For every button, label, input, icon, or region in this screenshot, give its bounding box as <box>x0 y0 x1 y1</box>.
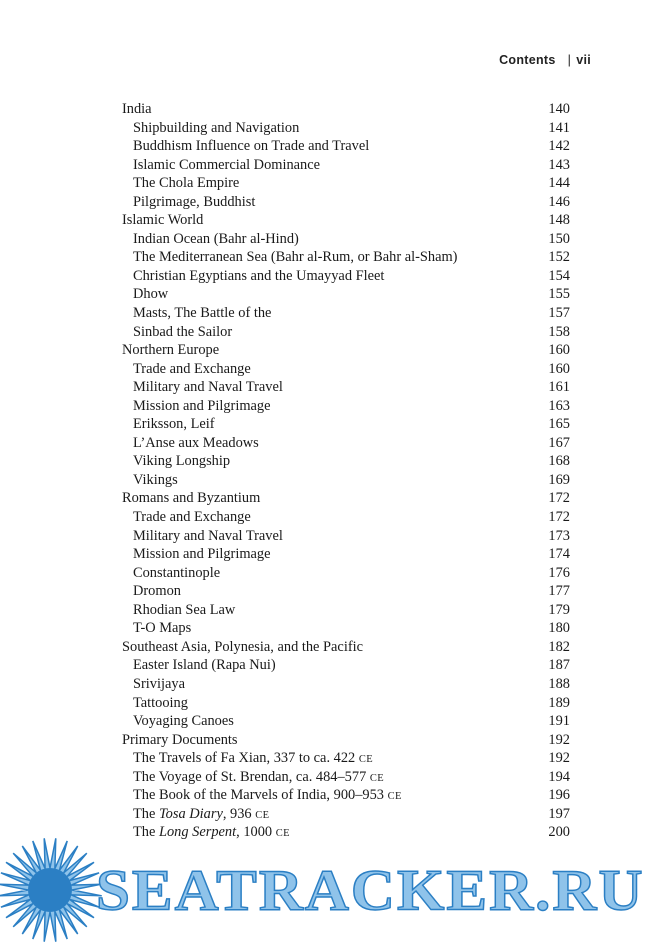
toc-entry-title: Military and Naval Travel <box>133 527 283 544</box>
toc-entry-title: Primary Documents <box>122 731 238 748</box>
toc-entry-title: Sinbad the Sailor <box>133 323 233 340</box>
toc-entry-title: Dromon <box>133 583 181 600</box>
toc-entry-title <box>122 805 269 826</box>
toc-entry <box>122 675 570 694</box>
toc-entry-title: Romans and Byzantium <box>122 490 261 507</box>
toc-entry-title: T-O Maps <box>133 620 192 637</box>
toc-entry <box>122 378 570 397</box>
toc-entry-title: Srivijaya <box>133 675 185 692</box>
toc-entry-title: Christian Egyptians and the Umayyad Fleet <box>133 267 385 284</box>
toc-entry <box>122 508 570 527</box>
toc-entry <box>122 434 570 453</box>
toc-entry-title: Eriksson, Leif <box>133 416 215 433</box>
toc-page-number: 174 <box>548 546 570 563</box>
toc-page-number: 173 <box>548 527 570 544</box>
toc-entry-title: Mission and Pilgrimage <box>133 397 271 414</box>
toc-page-number: 197 <box>548 805 570 822</box>
toc-entry-title: Voyaging Canoes <box>133 713 234 730</box>
toc-entry-title: Masts, The Battle of the <box>133 305 272 322</box>
toc-page-number: 191 <box>548 713 570 730</box>
toc-entry <box>122 285 570 304</box>
toc-page-number: 168 <box>548 453 570 470</box>
sun-core <box>28 868 72 912</box>
toc-entry-title: Vikings <box>133 471 178 488</box>
toc-entry <box>122 137 570 156</box>
italic-title: Tosa Diary <box>158 805 223 822</box>
toc-page-number: 194 <box>548 768 570 785</box>
toc-entry <box>122 323 570 342</box>
toc-entry-title: L’Anse aux Meadows <box>133 434 259 451</box>
toc-entry-title: Tattooing <box>133 694 188 711</box>
era-abbreviation: CE <box>255 809 270 821</box>
toc-page-number: 141 <box>548 119 570 136</box>
toc-section <box>122 638 570 657</box>
toc-entry <box>122 452 570 471</box>
toc-page-number: 192 <box>548 731 570 748</box>
toc-entry <box>122 582 570 601</box>
watermark-text: SEATRACKER.RU <box>96 858 645 923</box>
title-text: The Travels of Fa Xian, 337 to ca. 422 <box>133 750 359 767</box>
toc-entry <box>122 656 570 675</box>
toc-page-number: 180 <box>548 620 570 637</box>
toc-entry-title: Easter Island (Rapa Nui) <box>133 657 276 674</box>
toc-page-number: 179 <box>548 601 570 618</box>
toc-entry-title: Military and Naval Travel <box>133 379 283 396</box>
era-abbreviation: CE <box>387 791 402 803</box>
toc-entry-title: Dhow <box>133 286 169 303</box>
toc-entry <box>122 230 570 249</box>
toc-page-number: 192 <box>548 750 570 767</box>
header-section: Contents <box>499 53 556 67</box>
toc-page-number: 146 <box>548 193 570 210</box>
toc-entry-title <box>122 768 384 789</box>
toc-page-number: 177 <box>548 583 570 600</box>
toc-page-number: 160 <box>548 342 570 359</box>
toc-page-number: 176 <box>548 564 570 581</box>
toc-page-number: 142 <box>548 138 570 155</box>
toc-page-number: 161 <box>548 379 570 396</box>
toc-entry-title: Buddhism Influence on Trade and Travel <box>133 138 370 155</box>
era-abbreviation: CE <box>275 828 290 840</box>
toc-page-number: 157 <box>548 305 570 322</box>
toc-page-number: 196 <box>548 787 570 804</box>
sun-icon <box>0 838 102 941</box>
toc-entry-title: Indian Ocean (Bahr al-Hind) <box>133 230 299 247</box>
toc-entry <box>122 267 570 286</box>
toc-entry <box>122 360 570 379</box>
toc-page-number: 154 <box>548 267 570 284</box>
toc-entry-title: Trade and Exchange <box>133 509 251 526</box>
toc-entry <box>122 601 570 620</box>
toc-page-number: 152 <box>548 249 570 266</box>
toc-section <box>122 341 570 360</box>
title-text: , 936 <box>222 805 256 822</box>
title-text: The Book of the Marvels of India, 900–953 <box>133 787 388 804</box>
toc-entry-title: Shipbuilding and Navigation <box>133 119 300 136</box>
toc-page-number: 150 <box>548 230 570 247</box>
toc-entry-title: Pilgrimage, Buddhist <box>133 193 256 210</box>
toc-page-number: 188 <box>548 675 570 692</box>
toc-entry-title: Islamic World <box>122 212 204 229</box>
toc-entry <box>122 527 570 546</box>
toc-entry-title: Viking Longship <box>133 453 231 470</box>
era-abbreviation: CE <box>369 772 385 784</box>
toc-entry-title: The Mediterranean Sea (Bahr al-Rum, or Bahr al-Sham) <box>133 249 458 266</box>
title-text: The <box>133 824 159 841</box>
toc-page-number: 165 <box>548 416 570 433</box>
toc-entry <box>122 193 570 212</box>
toc-entry <box>122 471 570 490</box>
toc-entry-title: Southeast Asia, Polynesia, and the Pacific <box>122 638 364 655</box>
toc-section <box>122 211 570 230</box>
toc-page-number: 189 <box>548 694 570 711</box>
toc-page-number: 187 <box>548 657 570 674</box>
toc-page-number: 167 <box>548 434 570 451</box>
toc-page-number: 172 <box>548 509 570 526</box>
toc-entry-title: Northern Europe <box>122 342 220 359</box>
toc-entry <box>122 415 570 434</box>
toc-entry <box>122 619 570 638</box>
toc-entry-title <box>122 786 402 807</box>
toc-entry <box>122 248 570 267</box>
toc-entry <box>122 156 570 175</box>
toc-page-number: 148 <box>548 212 570 229</box>
running-header <box>499 53 591 67</box>
toc-entry <box>122 712 570 731</box>
toc-section <box>122 489 570 508</box>
toc-page-number: 140 <box>548 101 570 117</box>
toc-entry <box>122 768 570 787</box>
header-page-number: vii <box>576 53 591 67</box>
toc-page-number: 163 <box>548 397 570 414</box>
toc-page-number: 172 <box>548 490 570 507</box>
title-text: The Voyage of St. Brendan, ca. 484–577 <box>133 768 370 785</box>
toc-entry <box>122 119 570 138</box>
toc-page-number: 200 <box>548 824 570 841</box>
toc-page-number: 160 <box>548 360 570 377</box>
toc-entry <box>122 694 570 713</box>
toc-entry-title <box>122 749 373 770</box>
toc-entry-title: The Chola Empire <box>133 175 240 192</box>
title-text: , 1000 <box>236 824 276 841</box>
toc-entry-title: Trade and Exchange <box>133 360 251 377</box>
title-text: The <box>133 805 159 822</box>
era-abbreviation: CE <box>358 754 374 766</box>
toc-entry <box>122 749 570 768</box>
toc-entry <box>122 174 570 193</box>
toc-entry <box>122 304 570 323</box>
toc-page-number: 182 <box>548 638 570 655</box>
toc-entry <box>122 805 570 824</box>
italic-title: Long Serpent <box>158 824 237 841</box>
toc-page-number: 143 <box>548 156 570 173</box>
toc-entry-title: India <box>122 101 152 117</box>
header-separator: | <box>567 53 572 67</box>
toc-entry-title: Rhodian Sea Law <box>133 601 236 618</box>
toc-entry-title: Islamic Commercial Dominance <box>133 156 321 173</box>
toc-entry <box>122 786 570 805</box>
toc-page-number: 158 <box>548 323 570 340</box>
toc-entry <box>122 564 570 583</box>
table-of-contents <box>122 100 570 842</box>
toc-entry-title: Mission and Pilgrimage <box>133 546 271 563</box>
toc-page-number: 144 <box>548 175 570 192</box>
toc-section <box>122 100 570 119</box>
toc-page-number: 155 <box>548 286 570 303</box>
toc-entry <box>122 397 570 416</box>
toc-page-number: 169 <box>548 471 570 488</box>
toc-entry <box>122 545 570 564</box>
toc-section <box>122 731 570 750</box>
toc-entry-title: Constantinople <box>133 564 221 581</box>
